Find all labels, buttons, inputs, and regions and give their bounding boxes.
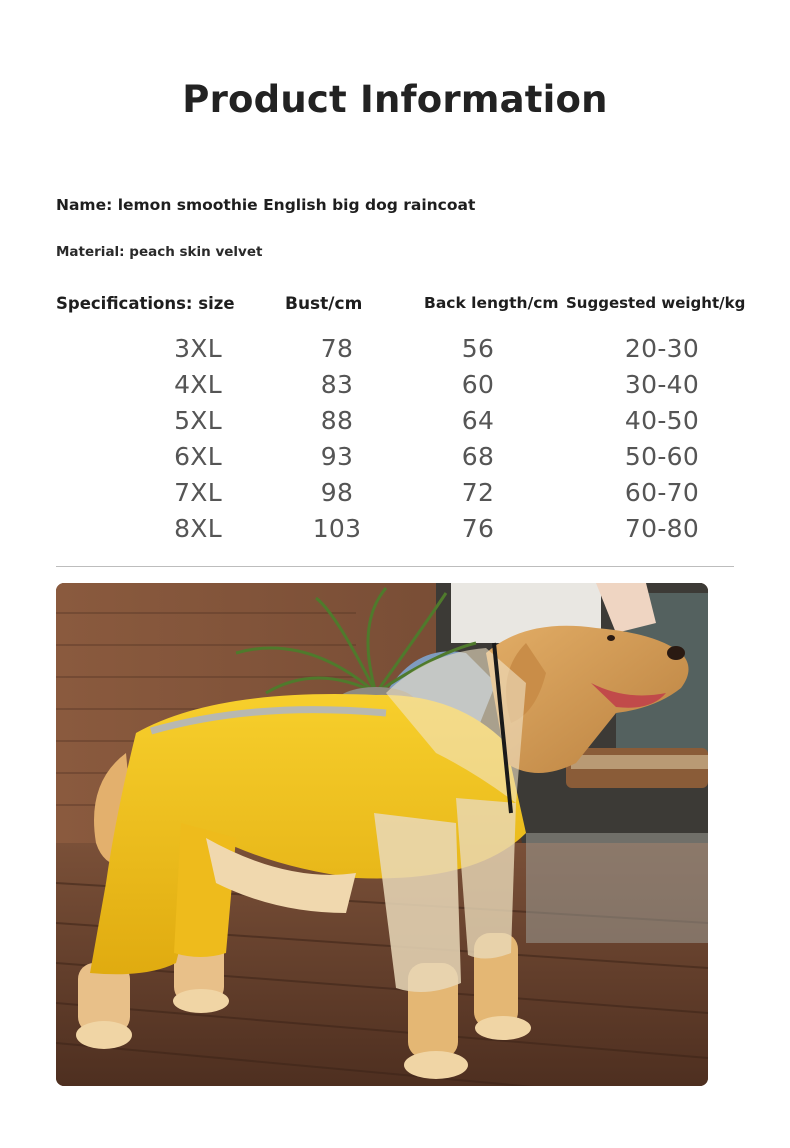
table-row	[0, 403, 790, 439]
weight-cell: 40-50	[624, 406, 700, 435]
dog-raincoat-illustration	[56, 583, 708, 1086]
page-title: Product Information	[182, 78, 608, 121]
bust-cell: 93	[320, 442, 354, 471]
size-cell: 5XL	[174, 406, 222, 435]
back-length-cell: 64	[461, 406, 495, 435]
spec-header-size: Specifications: size	[56, 294, 235, 313]
back-length-cell: 76	[461, 514, 495, 543]
table-row	[0, 439, 790, 475]
product-material: Material: peach skin velvet	[56, 244, 263, 260]
bust-cell: 83	[320, 370, 354, 399]
weight-cell: 60-70	[624, 478, 700, 507]
spec-header-back-length: Back length/cm	[424, 294, 559, 312]
weight-cell: 20-30	[624, 334, 700, 363]
weight-cell: 30-40	[624, 370, 700, 399]
spec-header-weight: Suggested weight/kg	[566, 294, 746, 312]
back-length-cell: 60	[461, 370, 495, 399]
weight-cell: 70-80	[624, 514, 700, 543]
size-table	[0, 331, 790, 547]
table-row	[0, 367, 790, 403]
size-cell: 6XL	[174, 442, 222, 471]
product-photo	[56, 583, 708, 1086]
product-name: Name: lemon smoothie English big dog raincoat	[56, 196, 476, 214]
table-row	[0, 511, 790, 547]
table-row	[0, 475, 790, 511]
back-length-cell: 68	[461, 442, 495, 471]
back-length-cell: 72	[461, 478, 495, 507]
size-cell: 4XL	[174, 370, 222, 399]
bust-cell: 103	[312, 514, 362, 543]
section-divider	[56, 566, 734, 567]
spec-header-bust: Bust/cm	[285, 294, 363, 314]
weight-cell: 50-60	[624, 442, 700, 471]
table-row	[0, 331, 790, 367]
bust-cell: 88	[320, 406, 354, 435]
size-cell: 3XL	[174, 334, 222, 363]
bust-cell: 98	[320, 478, 354, 507]
bust-cell: 78	[320, 334, 354, 363]
back-length-cell: 56	[461, 334, 495, 363]
size-cell: 8XL	[174, 514, 222, 543]
size-cell: 7XL	[174, 478, 222, 507]
